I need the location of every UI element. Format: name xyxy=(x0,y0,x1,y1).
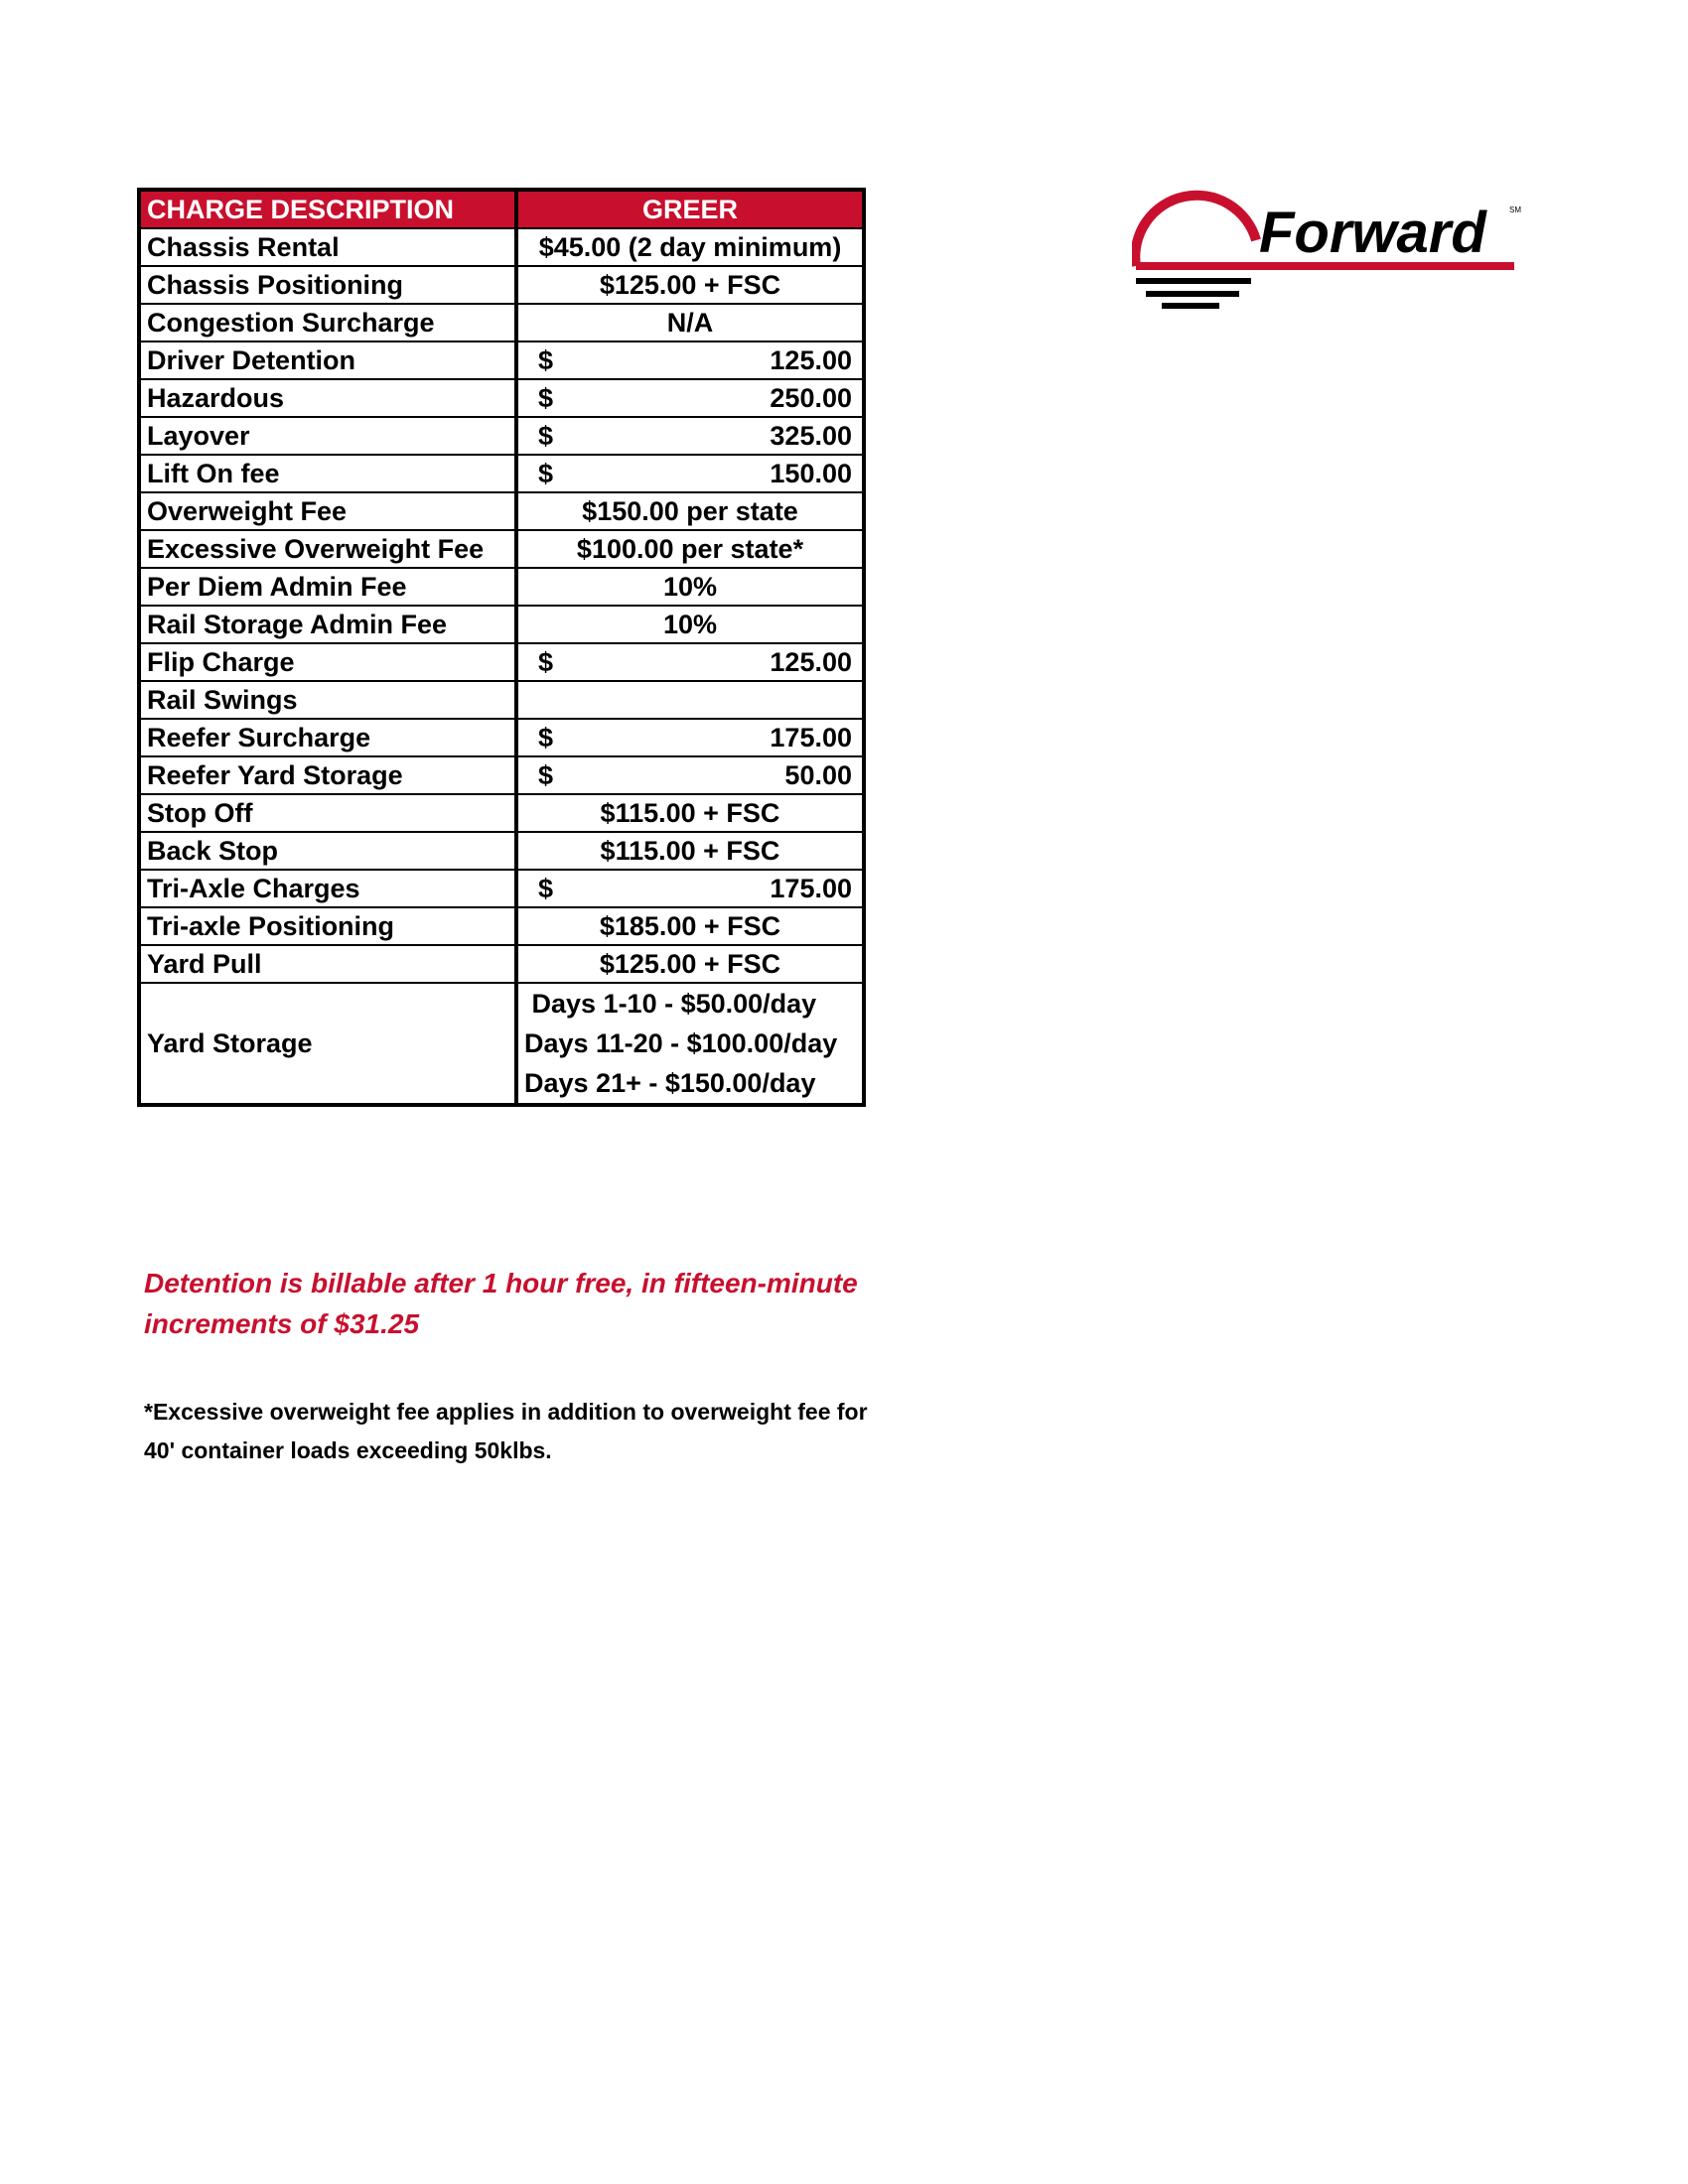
table-body xyxy=(139,228,864,1105)
charge-amount xyxy=(516,379,864,417)
table-row xyxy=(139,341,864,379)
charge-label: Overweight Fee xyxy=(139,492,516,530)
amount-value: 150.00 xyxy=(770,459,852,488)
currency-symbol: $ xyxy=(538,421,554,451)
table-row xyxy=(139,756,864,794)
amount-value: 250.00 xyxy=(770,383,852,413)
charge-label: Chassis Positioning xyxy=(139,266,516,304)
currency-symbol: $ xyxy=(538,760,554,790)
storage-tier: Days 11-20 - $100.00/day xyxy=(524,1028,838,1058)
table-row xyxy=(139,530,864,568)
charge-value: $115.00 + FSC xyxy=(516,832,864,870)
charge-amount xyxy=(516,417,864,455)
charge-label: Excessive Overweight Fee xyxy=(139,530,516,568)
charge-label: Chassis Rental xyxy=(139,228,516,266)
currency-symbol: $ xyxy=(538,383,554,413)
table-row xyxy=(139,266,864,304)
charge-amount xyxy=(516,341,864,379)
table-header-row xyxy=(139,190,864,228)
table-row xyxy=(139,719,864,756)
charge-label: Layover xyxy=(139,417,516,455)
charge-value: $100.00 per state* xyxy=(516,530,864,568)
charge-label: Yard Storage xyxy=(139,983,516,1105)
table-row xyxy=(139,945,864,983)
charge-label: Back Stop xyxy=(139,832,516,870)
detention-note: Detention is billable after 1 hour free, in fifteen-minute increments of $31.25 xyxy=(144,1268,858,1339)
charge-label: Rail Swings xyxy=(139,681,516,719)
table-row xyxy=(139,907,864,945)
charge-label: Flip Charge xyxy=(139,643,516,681)
charge-value: $150.00 per state xyxy=(516,492,864,530)
table-row xyxy=(139,455,864,492)
amount-value: 125.00 xyxy=(770,647,852,677)
charge-label: Tri-axle Positioning xyxy=(139,907,516,945)
charge-value: $185.00 + FSC xyxy=(516,907,864,945)
header-charge-description: CHARGE DESCRIPTION xyxy=(139,190,516,228)
charge-value: 10% xyxy=(516,606,864,643)
rate-table xyxy=(137,188,866,1107)
charge-value: $45.00 (2 day minimum) xyxy=(516,228,864,266)
table-row xyxy=(139,304,864,341)
logo-service-mark: SM xyxy=(1509,205,1521,214)
charge-value: $125.00 + FSC xyxy=(516,266,864,304)
table-row xyxy=(139,379,864,417)
table-row xyxy=(139,794,864,832)
charge-label: Tri-Axle Charges xyxy=(139,870,516,907)
charge-value xyxy=(516,681,864,719)
amount-value: 175.00 xyxy=(770,874,852,903)
charge-label: Hazardous xyxy=(139,379,516,417)
charge-value: 10% xyxy=(516,568,864,606)
table-row xyxy=(139,228,864,266)
charge-label: Yard Pull xyxy=(139,945,516,983)
table-row xyxy=(139,643,864,681)
amount-value: 125.00 xyxy=(770,345,852,375)
amount-value: 325.00 xyxy=(770,421,852,451)
charge-label: Stop Off xyxy=(139,794,516,832)
charge-label: Reefer Surcharge xyxy=(139,719,516,756)
header-greer: GREER xyxy=(516,190,864,228)
charge-amount xyxy=(516,643,864,681)
table-row xyxy=(139,492,864,530)
table-row-yard-storage xyxy=(139,983,864,1105)
charge-label: Per Diem Admin Fee xyxy=(139,568,516,606)
table-row xyxy=(139,832,864,870)
charge-amount xyxy=(516,756,864,794)
overweight-footnote: *Excessive overweight fee applies in addition to overweight fee for 40' container loads exceeding 50klbs. xyxy=(144,1399,868,1463)
currency-symbol: $ xyxy=(538,874,554,903)
table-row xyxy=(139,681,864,719)
table-row xyxy=(139,568,864,606)
charge-value: $125.00 + FSC xyxy=(516,945,864,983)
charge-value: N/A xyxy=(516,304,864,341)
charge-label: Reefer Yard Storage xyxy=(139,756,516,794)
amount-value: 50.00 xyxy=(784,760,852,790)
currency-symbol: $ xyxy=(538,723,554,752)
charge-amount xyxy=(516,870,864,907)
table-row xyxy=(139,606,864,643)
storage-tier: Days 1-10 - $50.00/day xyxy=(524,989,817,1019)
currency-symbol: $ xyxy=(538,647,554,677)
currency-symbol: $ xyxy=(538,459,554,488)
charge-label: Lift On fee xyxy=(139,455,516,492)
table-row xyxy=(139,417,864,455)
charge-label: Driver Detention xyxy=(139,341,516,379)
logo-wordmark: Forward xyxy=(1259,201,1486,265)
table-row xyxy=(139,870,864,907)
charge-label: Rail Storage Admin Fee xyxy=(139,606,516,643)
charge-amount xyxy=(516,455,864,492)
storage-tier: Days 21+ - $150.00/day xyxy=(524,1068,816,1098)
charge-value: $115.00 + FSC xyxy=(516,794,864,832)
charge-amount xyxy=(516,719,864,756)
charge-label: Congestion Surcharge xyxy=(139,304,516,341)
amount-value: 175.00 xyxy=(770,723,852,752)
currency-symbol: $ xyxy=(538,345,554,375)
forward-logo xyxy=(1132,189,1529,328)
yard-storage-tiers xyxy=(516,983,864,1105)
